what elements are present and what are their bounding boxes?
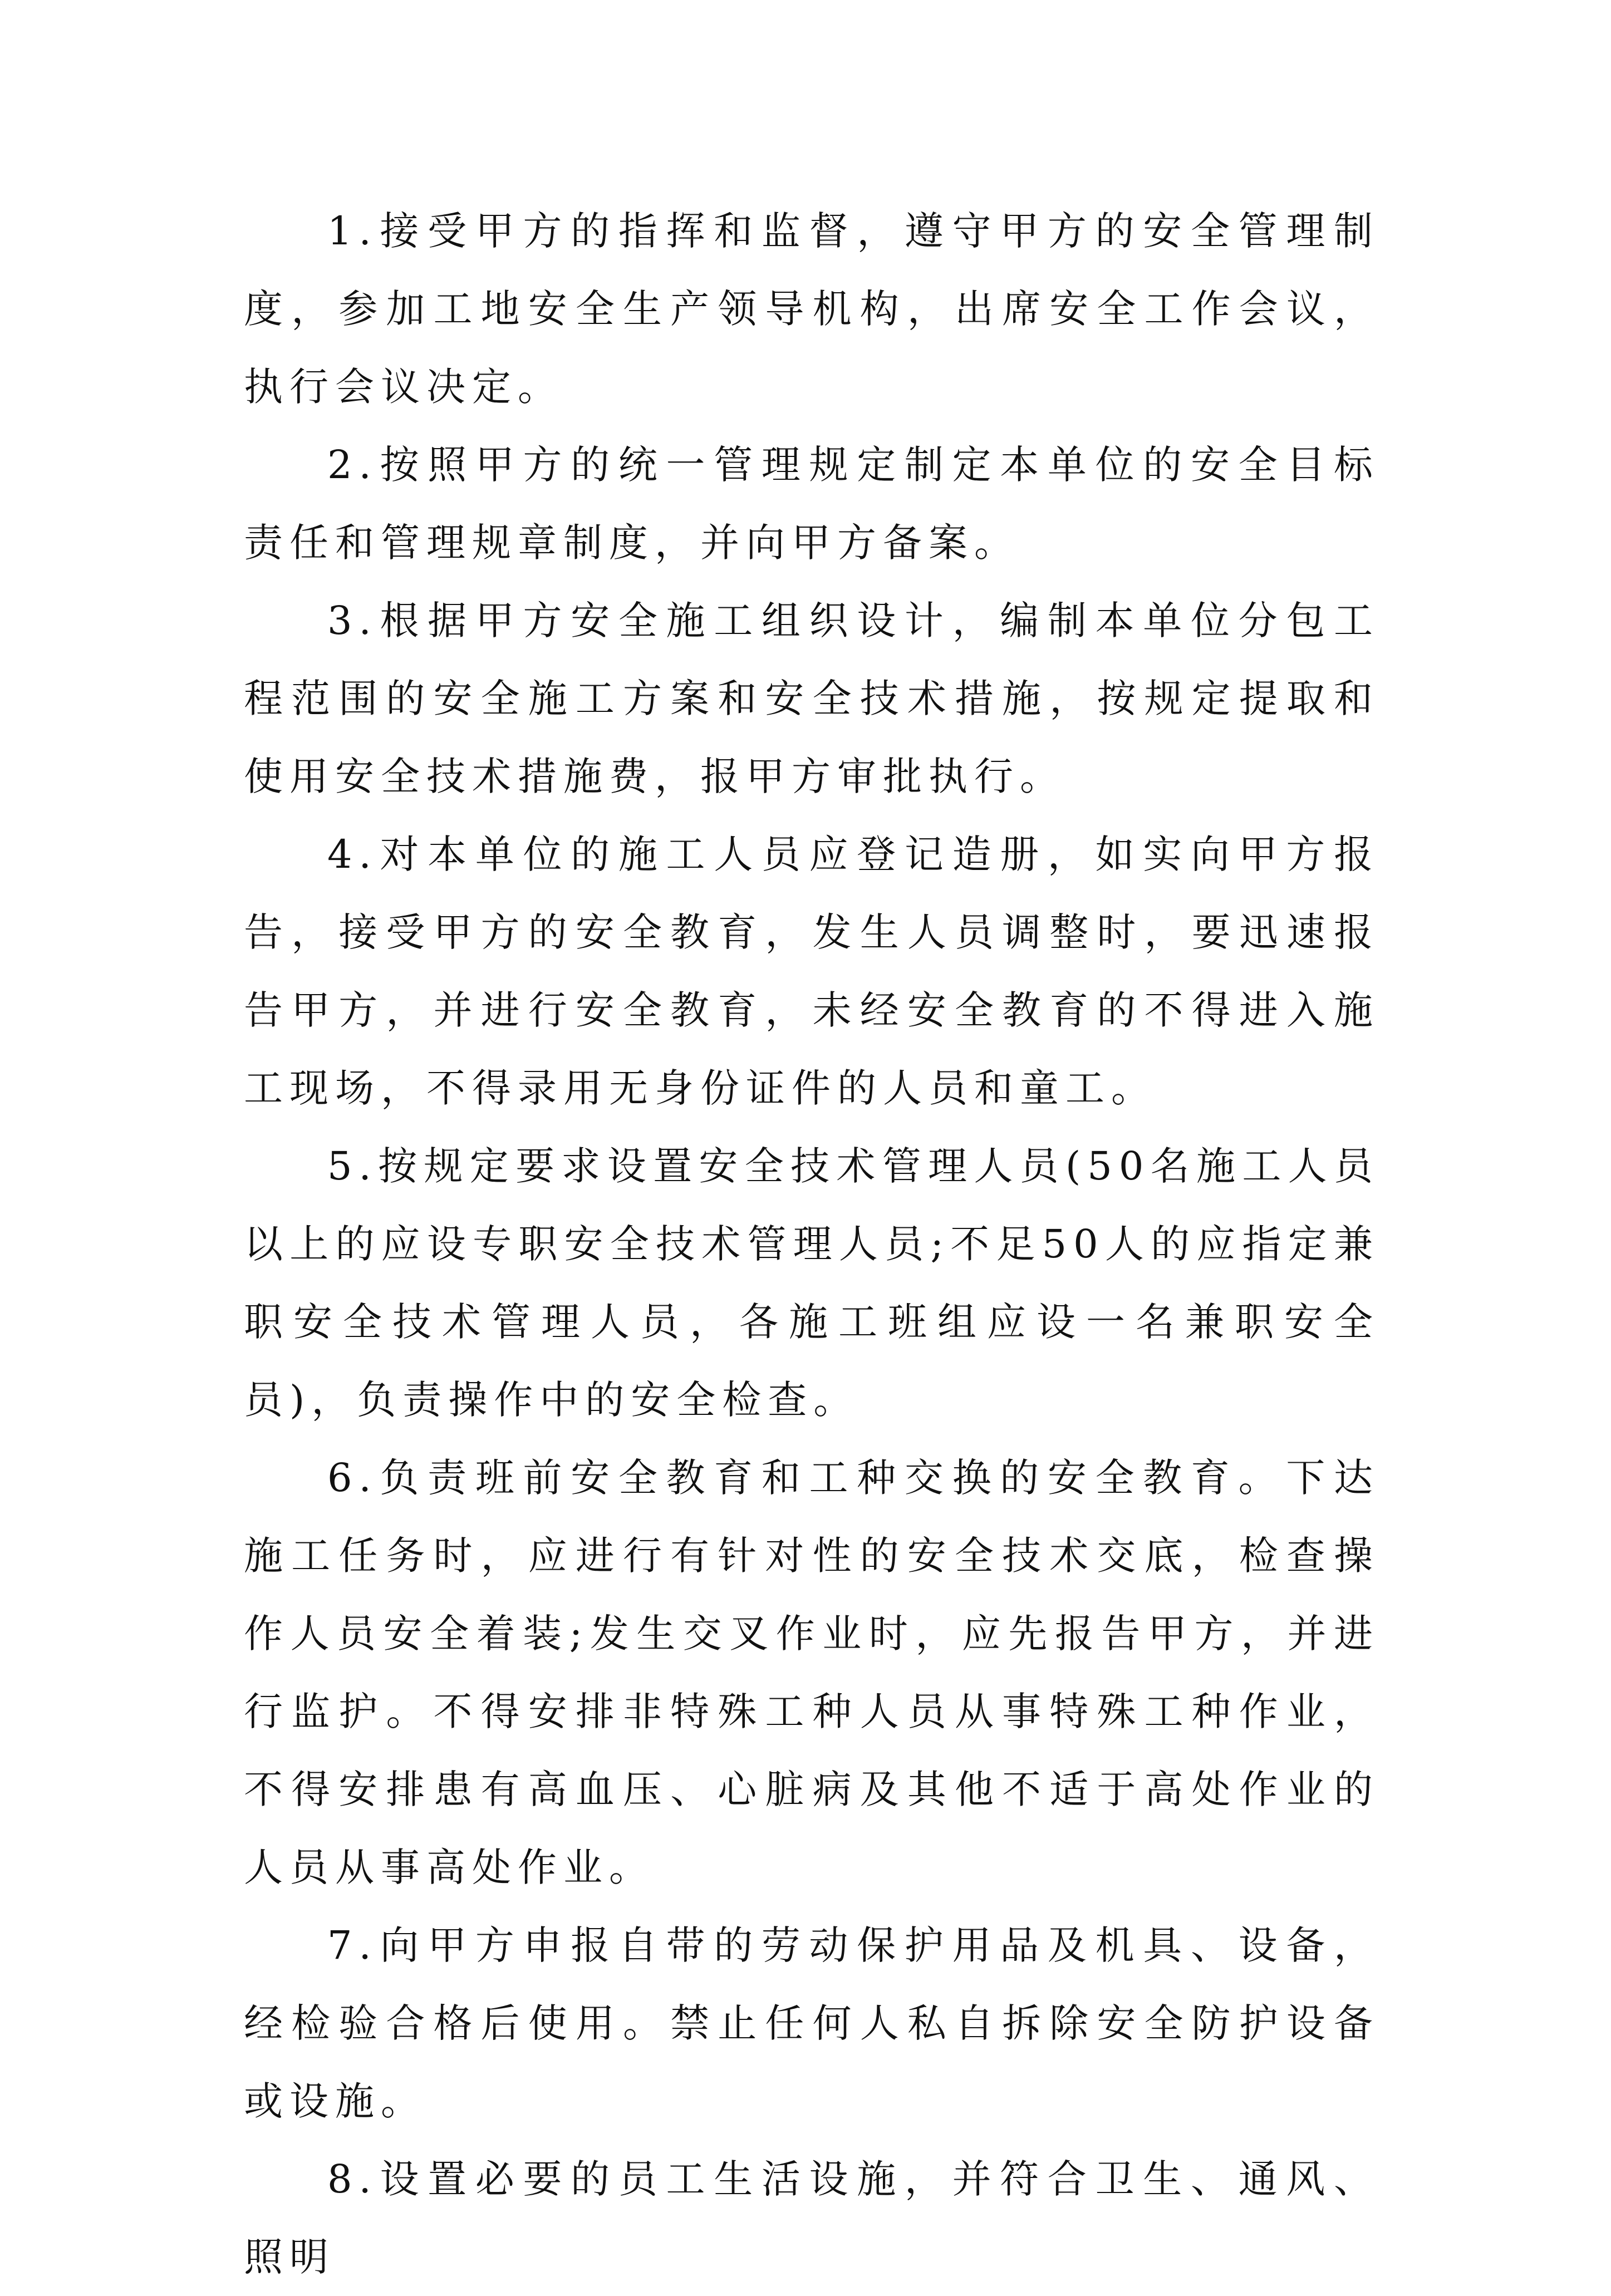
paragraph-8: 8.设置必要的员工生活设施，并符合卫生、通风、照明 [244, 2156, 1379, 2280]
paragraph-7: 7.向甲方申报自带的劳动保护用品及机具、设备，经检验合格后使用。禁止任何人私自拆除安全防护设备或设施。 [244, 1923, 1379, 2124]
paragraph-2: 2.按照甲方的统一管理规定制定本单位的安全目标责任和管理规章制度，并向甲方备案。 [244, 442, 1379, 566]
paragraph-1: 1.接受甲方的指挥和监督，遵守甲方的安全管理制度，参加工地安全生产领导机构，出席安全工作会议，执行会议决定。 [244, 208, 1379, 410]
document-body [244, 192, 1379, 2296]
paragraph-4: 4.对本单位的施工人员应登记造册，如实向甲方报告，接受甲方的安全教育，发生人员调整时，要迅速报告甲方，并进行安全教育，未经安全教育的不得进入施工现场，不得录用无身份证件的人员和童工。 [244, 832, 1379, 1111]
paragraph-5: 5.按规定要求设置安全技术管理人员(50名施工人员以上的应设专职安全技术管理人员;不足50人的应指定兼职安全技术管理人员，各施工班组应设一名兼职安全员)，负责操作中的安全检查。 [244, 1143, 1379, 1423]
paragraph-3: 3.根据甲方安全施工组织设计，编制本单位分包工程范围的安全施工方案和安全技术措施，按规定提取和使用安全技术措施费，报甲方审批执行。 [244, 598, 1379, 799]
paragraph-6: 6.负责班前安全教育和工种交换的安全教育。下达施工任务时，应进行有针对性的安全技术交底，检查操作人员安全着装;发生交叉作业时，应先报告甲方，并进行监护。不得安排非特殊工种人员从事特殊工种作业，不得安排患有高血压、心脏病及其他不适于高处作业的人员从事高处作业。 [244, 1455, 1379, 1890]
